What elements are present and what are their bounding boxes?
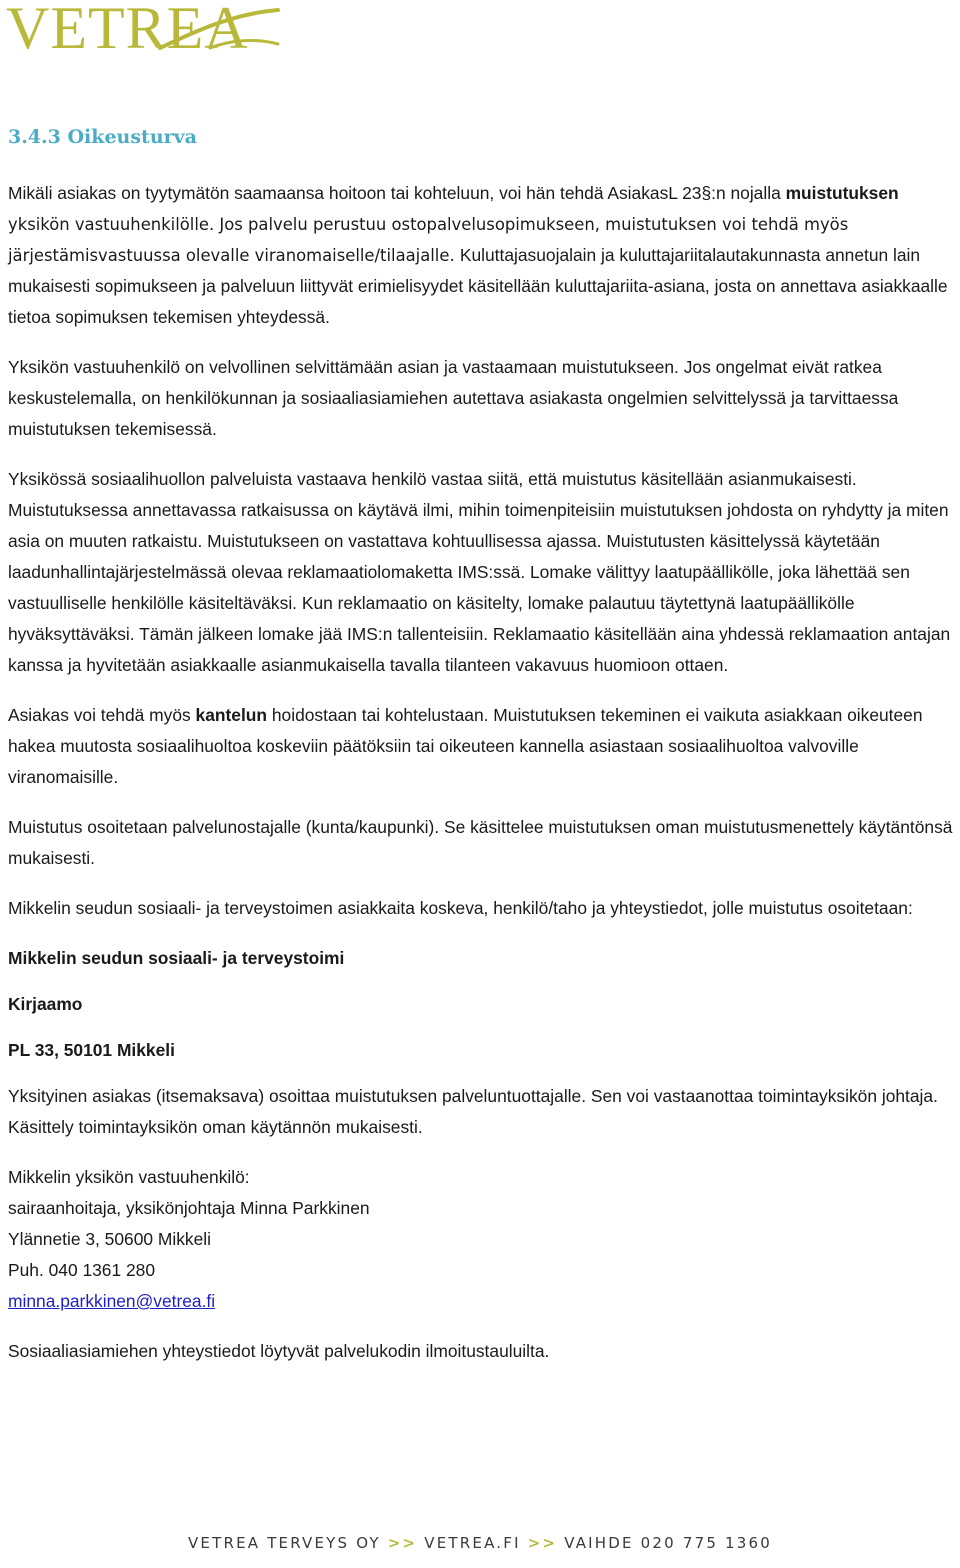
paragraph-responsibility: Yksikön vastuuhenkilö on velvollinen selvittämään asian ja vastaamaan muistutukseen. Jos ongelmat eivät ratkea keskustelemalla, on henkilökunnan ja sosiaaliasiamiehen autettava asiakasta ongelmien selvittelyssä ja tarvittaessa muistutuksen tekemisessä.: [8, 357, 899, 439]
p1-part-c: yksikön vastuuhenkilölle. Jos palvelu perustuu ostopalvelusopimukseen, muistutuksen voi tehdä myös järjestämisvastuussa olevalle viranomaiselle/tilaajalle.: [8, 215, 849, 265]
p4-bold-kantelun: kantelun: [195, 705, 268, 725]
p1-bold-muistutuksen: muistutuksen: [785, 183, 899, 203]
footer-website: VETREA.FI: [424, 1534, 521, 1552]
document-body: [8, 178, 960, 1386]
paragraph-private-client: Yksityinen asiakas (itsemaksava) osoittaa muistutuksen palveluntuottajalle. Sen voi vastaanottaa toimintayksikön johtaja. Käsittely toimintayksikön oman käytännön mukaisesti.: [8, 1086, 938, 1137]
p1-part-d: Kuluttajasuojalain ja kuluttajariitalautakunnasta annetun lain mukaisesti sopimukseen ja palveluun liittyvät erimielisyydet käsitellään kuluttajariita-asiana, josta on annettava asiakkaalle tietoa sopimuksen tekemisen yhteydessä.: [8, 245, 948, 327]
address-line-3: PL 33, 50101 Mikkeli: [8, 1040, 175, 1060]
paragraph-ombudsman: Sosiaaliasiamiehen yhteystiedot löytyvät palvelukodin ilmoitustauluilta.: [8, 1341, 550, 1361]
contact-street: Ylännetie 3, 50600 Mikkeli: [8, 1229, 212, 1249]
p1-part-a: Mikäli asiakas on tyytymätön saamaansa hoitoon tai kohteluun, voi hän tehdä AsiakasL 23§:n nojalla: [8, 183, 786, 203]
page-footer: [0, 1534, 960, 1552]
contact-phone: Puh. 040 1361 280: [8, 1260, 155, 1280]
footer-separator: >>: [527, 1534, 558, 1552]
contact-email-link[interactable]: minna.parkkinen@vetrea.fi: [8, 1291, 216, 1311]
p4-part-a: Asiakas voi tehdä myös: [8, 705, 196, 725]
section-heading: 3.4.3 Oikeusturva: [8, 126, 197, 148]
logo-swoosh-icon: [150, 4, 290, 54]
paragraph-mikkeli: Mikkelin seudun sosiaali- ja terveystoimen asiakkaita koskeva, henkilö/taho ja yhteystiedot, jolle muistutus osoitetaan:: [8, 898, 913, 918]
contact-block: [8, 1162, 960, 1317]
paragraph-kantelu: [8, 700, 960, 793]
footer-company: VETREA TERVEYS OY: [187, 1534, 381, 1552]
paragraph-purchaser: Muistutus osoitetaan palvelunostajalle (kunta/kaupunki). Se käsittelee muistutuksen oman muistutusmenettely käytäntönsä mukaisesti.: [8, 817, 953, 868]
paragraph-processing: Yksikössä sosiaalihuollon palveluista vastaava henkilö vastaa siitä, että muistutus käsitellään asianmukaisesti. Muistutuksessa annettavassa ratkaisussa on käytävä ilmi, mihin toimenpiteisiin muistutuksen johdosta on ryhdytty ja miten asia on muuten ratkaistu. Muistutukseen on vastattava kohtuullisessa ajassa. Muistutusten käsittelyssä käytetään laadunhallintajärjestelmässä olevaa reklamaatiolomaketta IMS:ssä. Lomake välittyy laatupäällikölle, joka lähettää sen vastuulliselle henkilölle käsiteltäväksi. Kun reklamaatio on käsitelty, lomake palautuu täytettynä laatupäällikölle hyväksyttäväksi. Tämän jälkeen lomake jää IMS:n tallenteisiin. Reklamaatio käsitellään aina yhdessä reklamaation antajan kanssa ja hyvitetään asiakkaalle asianmukaisella tavalla tilanteen vakavuus huomioon ottaen.: [8, 469, 951, 675]
footer-phone: VAIHDE 020 775 1360: [564, 1534, 773, 1552]
footer-separator: >>: [387, 1534, 418, 1552]
logo-text: VETREA: [6, 0, 249, 61]
p4-part-c: hoidostaan tai kohtelustaan. Muistutuksen tekeminen ei vaikuta asiakkaan oikeuteen hakea muutosta sosiaalihuoltoa koskeviin päätöksiin tai oikeuteen kannella asiastaan sosiaalihuoltoa valvoville viranomaisille.: [8, 705, 923, 787]
contact-name: sairaanhoitaja, yksikönjohtaja Minna Parkkinen: [8, 1198, 370, 1218]
address-line-1: Mikkelin seudun sosiaali- ja terveystoimi: [8, 948, 345, 968]
paragraph-complaint-intro: [8, 178, 960, 333]
contact-title: Mikkelin yksikön vastuuhenkilö:: [8, 1167, 250, 1187]
address-line-2: Kirjaamo: [8, 994, 83, 1014]
